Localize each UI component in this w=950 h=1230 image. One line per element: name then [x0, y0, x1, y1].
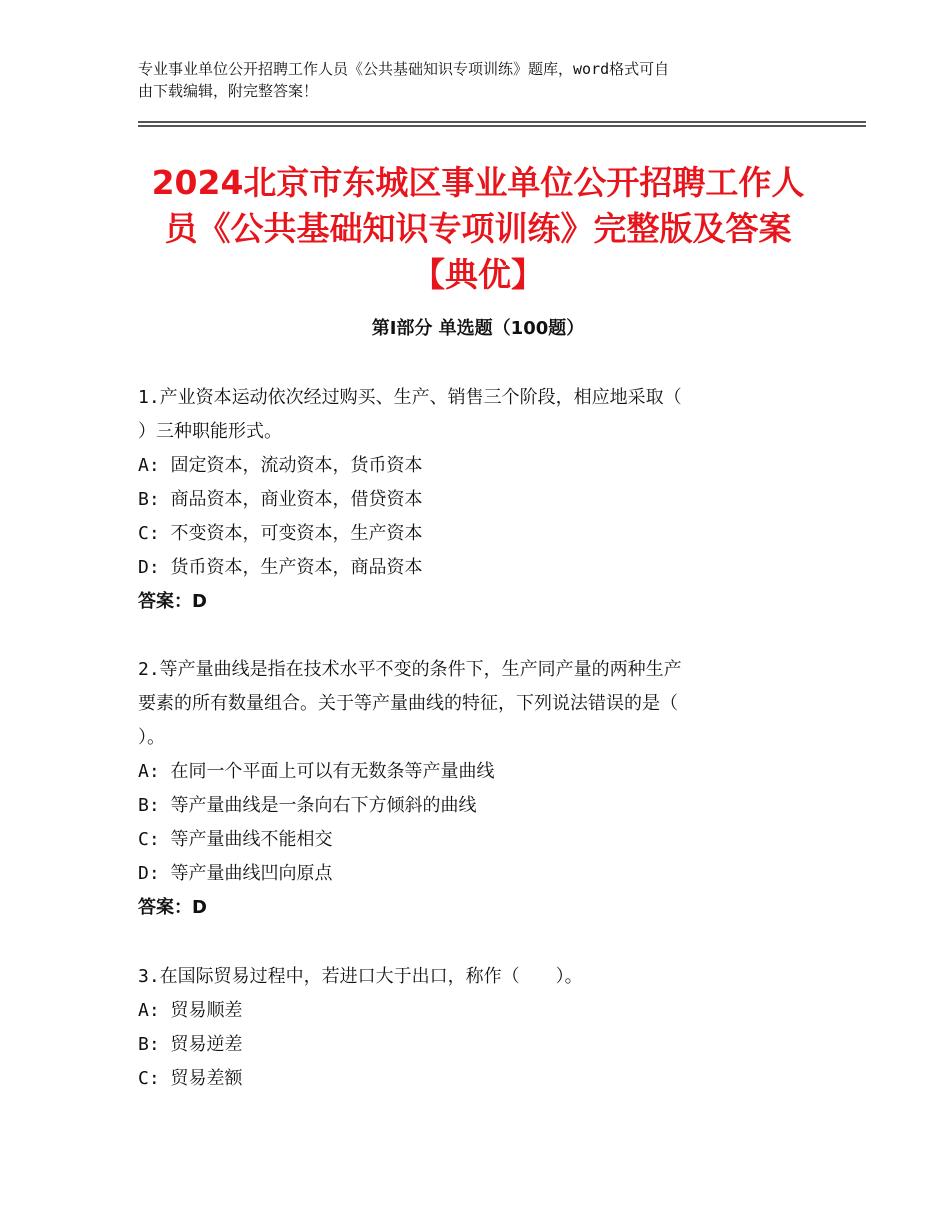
- answer: 答案：D: [138, 591, 207, 612]
- title-line: 员《公共基础知识专项训练》完整版及答案: [164, 209, 792, 248]
- header-divider: [138, 125, 866, 127]
- option-c: C: 不变资本，可变资本，生产资本: [138, 523, 423, 544]
- header-note-line: 由下载编辑，附完整答案！: [138, 82, 319, 100]
- question-3: [138, 960, 828, 1096]
- question-2: [138, 653, 828, 925]
- header-note: [138, 58, 818, 102]
- title-line: 2024北京市东城区事业单位公开招聘工作人: [151, 163, 805, 202]
- option-b: B: 等产量曲线是一条向右下方倾斜的曲线: [138, 795, 477, 816]
- question-stem: 3.在国际贸易过程中，若进口大于出口，称作（ ）。: [138, 966, 583, 987]
- header-note-line: 专业事业单位公开招聘工作人员《公共基础知识专项训练》题库，word格式可自: [138, 60, 670, 78]
- question-stem: 要素的所有数量组合。关于等产量曲线的特征，下列说法错误的是（: [138, 693, 678, 714]
- question-1: [138, 381, 828, 619]
- section-title: 第Ⅰ部分 单选题（100题）: [371, 318, 585, 339]
- option-b: B: 贸易逆差: [138, 1034, 243, 1055]
- option-c: C: 贸易差额: [138, 1068, 243, 1089]
- option-a: A: 固定资本，流动资本，货币资本: [138, 455, 423, 476]
- question-stem: ）。: [138, 727, 165, 748]
- question-stem: ）三种职能形式。: [138, 421, 282, 442]
- option-a: A: 贸易顺差: [138, 1000, 243, 1021]
- question-stem: 1.产业资本运动依次经过购买、生产、销售三个阶段，相应地采取（: [138, 387, 682, 408]
- question-stem: 2.等产量曲线是指在技术水平不变的条件下，生产同产量的两种生产: [138, 659, 682, 680]
- option-a: A: 在同一个平面上可以有无数条等产量曲线: [138, 761, 495, 782]
- document-title: [138, 160, 818, 298]
- option-b: B: 商品资本，商业资本，借贷资本: [138, 489, 423, 510]
- option-d: D: 货币资本，生产资本，商品资本: [138, 557, 423, 578]
- title-line: 【典优】: [412, 255, 544, 294]
- header-divider: [138, 121, 866, 123]
- answer: 答案：D: [138, 897, 207, 918]
- option-d: D: 等产量曲线凹向原点: [138, 863, 333, 884]
- option-c: C: 等产量曲线不能相交: [138, 829, 333, 850]
